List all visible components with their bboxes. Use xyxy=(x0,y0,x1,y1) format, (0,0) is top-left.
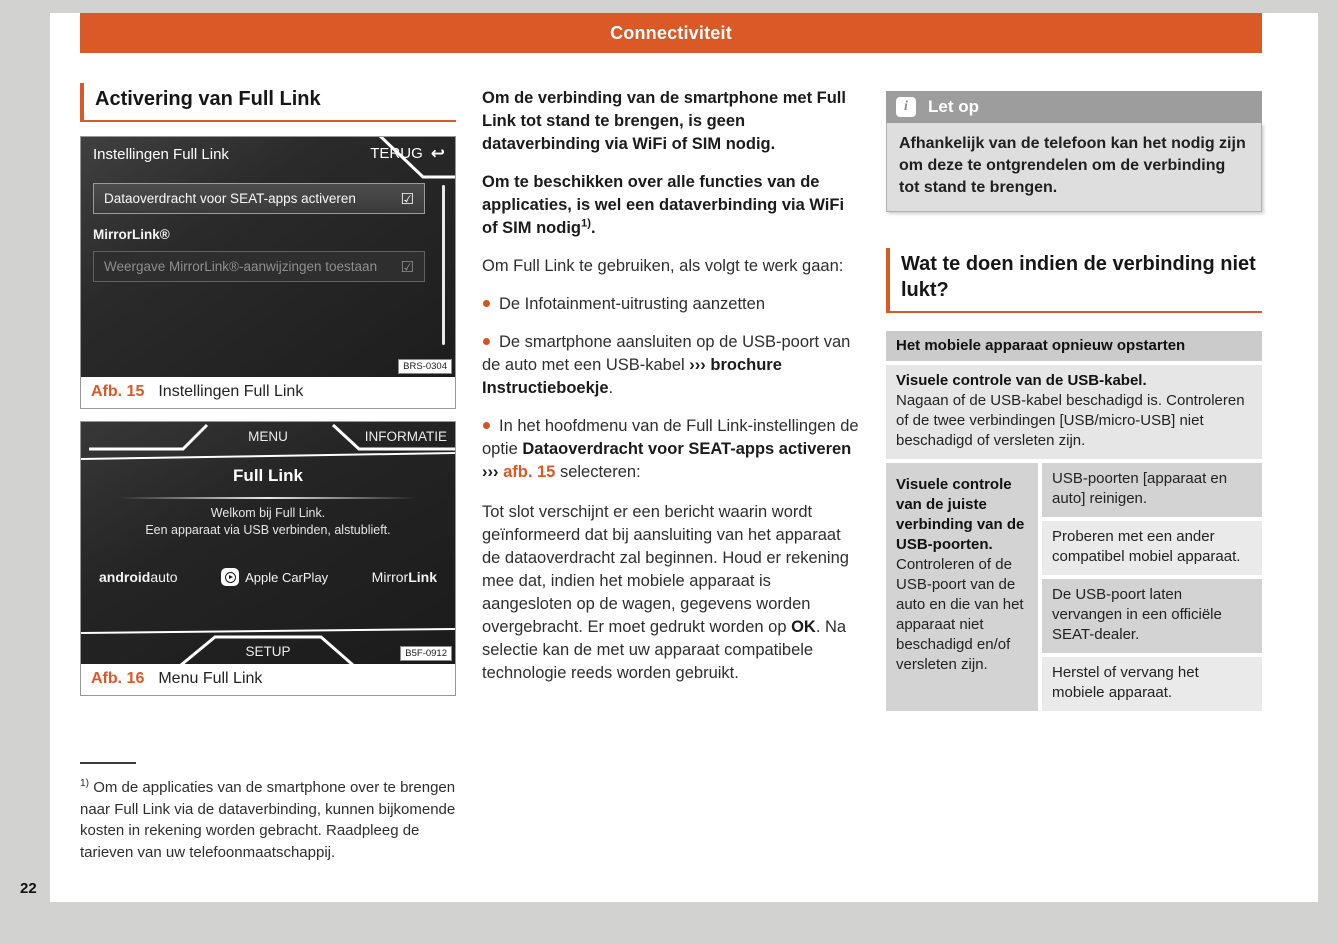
table-cell: De USB-poort laten vervangen in een officiële SEAT-dealer. xyxy=(1042,579,1262,653)
section-heading-activering: Activering van Full Link xyxy=(80,83,456,122)
note-title: Let op xyxy=(928,97,979,116)
section-heading-troubleshoot: Wat te doen indien de verbinding niet lukt? xyxy=(886,248,1262,313)
table-cell: USB-poorten [apparaat en auto] reinigen. xyxy=(1042,463,1262,517)
screen-swoosh-lines xyxy=(81,422,455,664)
note-body: Afhankelijk van de telefoon kan het nodig zijn om deze te ontgrendelen om de verbinding tot stand te brengen. xyxy=(886,123,1262,212)
list-item: In het hoofdmenu van de Full Link-instellingen de optie Dataoverdracht voor SEAT-apps activeren ››› afb. 15 selecteren: xyxy=(482,415,862,484)
note-box xyxy=(886,91,1262,212)
tab-setup: SETUP xyxy=(245,644,291,659)
divider xyxy=(119,497,417,499)
table-row-cable-check: Visuele controle van de USB-kabel. Nagaan of de USB-kabel beschadigd is. Controleren of de twee verbindingen [USB/micro-USB] niet beschadigd of versleten zijn. xyxy=(886,365,1262,459)
left-column xyxy=(80,83,456,863)
troubleshoot-table xyxy=(886,331,1262,711)
return-arrow-icon: ↩ xyxy=(430,144,445,163)
figure-afb16 xyxy=(80,421,456,696)
technology-logos xyxy=(99,568,437,586)
image-code-badge: BRS-0304 xyxy=(398,359,452,374)
caption-label: Afb. 16 xyxy=(91,670,145,687)
figure-caption xyxy=(81,664,455,695)
option-label: Weergave MirrorLink®-aanwijzingen toestaan xyxy=(104,259,378,274)
tab-informatie: INFORMATIE xyxy=(364,429,447,444)
carplay-icon xyxy=(221,568,239,586)
back-button-label: TERUG xyxy=(370,145,423,162)
infotainment-screenshot-menu xyxy=(81,422,455,664)
table-cell-usb-port-check: Visuele controle van de juiste verbinding van de USB-poorten. Controleren of de USB-poort van de auto en die van het apparaat niet beschadigd en/of versleten zijn. xyxy=(886,463,1038,711)
manual-page xyxy=(50,13,1318,902)
chapter-title: Connectiviteit xyxy=(610,23,732,43)
page-number: 22 xyxy=(20,880,37,897)
right-column xyxy=(886,91,1262,711)
carplay-label: Apple CarPlay xyxy=(245,569,329,585)
back-button xyxy=(370,145,445,162)
table-split-section xyxy=(886,463,1262,711)
table-cell: Herstel of vervang het mobiele apparaat. xyxy=(1042,657,1262,711)
paragraph: Om de verbinding van de smartphone met Full Link tot stand te brengen, is geen dataverbinding via WiFi of SIM nodig. xyxy=(482,89,846,153)
footnote-text: $^{1)}$ Om de applicaties van de smartphone over te brengen naar Full Link via de dataverbinding, kunnen bijkomende kosten in rekening worden gebracht. Raadpleeg de tarieven van uw telefoonmaatschappij. xyxy=(80,778,456,861)
caption-label: Afb. 15 xyxy=(91,383,145,400)
image-code-badge: B5F-0912 xyxy=(400,646,452,661)
figure-caption xyxy=(81,377,455,408)
paragraph: Om te beschikken over alle functies van de applicaties, is wel een dataverbinding via WiFi of SIM nodig$^{1)}$. xyxy=(482,173,845,237)
checkbox-checked-icon: ☑ xyxy=(400,190,414,208)
footnote-separator xyxy=(80,762,136,764)
apple-carplay-logo xyxy=(221,568,328,586)
checkbox-checked-icon: ☑ xyxy=(400,258,414,276)
table-row-restart: Het mobiele apparaat opnieuw opstarten xyxy=(886,331,1262,361)
table-right-cells xyxy=(1042,463,1262,711)
note-header xyxy=(886,91,1262,123)
middle-column xyxy=(482,87,862,700)
option-label: Dataoverdracht voor SEAT-apps activeren xyxy=(104,191,356,206)
mirrorlink-section-label: MirrorLink® xyxy=(93,227,170,242)
mirrorlink-logo: MirrorLink xyxy=(371,569,437,585)
screen-title: Instellingen Full Link xyxy=(93,146,229,163)
list-item: De Infotainment-uitrusting aanzetten xyxy=(482,293,862,316)
option-row-weergave xyxy=(93,251,425,282)
infotainment-screenshot-settings xyxy=(81,137,455,377)
caption-text: Menu Full Link xyxy=(158,670,263,687)
list-item: De smartphone aansluiten op de USB-poort van de auto met een USB-kabel ››› brochure Instructieboekje. xyxy=(482,331,862,400)
welcome-line: Welkom bij Full Link. xyxy=(210,506,326,520)
screen-heading: Full Link xyxy=(233,466,303,485)
chapter-header-bar xyxy=(80,13,1262,53)
android-auto-logo: androidauto xyxy=(99,569,178,585)
paragraph: Om Full Link te gebruiken, als volgt te werk gaan: xyxy=(482,257,844,275)
figure-afb15 xyxy=(80,136,456,409)
caption-text: Instellingen Full Link xyxy=(158,383,304,400)
option-row-dataoverdracht xyxy=(93,183,425,214)
scrollbar xyxy=(442,185,445,345)
paragraph: Tot slot verschijnt er een bericht waarin wordt geïnformeerd dat bij aansluiting van het apparaat de dataoverdracht zal beginnen. Houd er rekening mee dat, indien het mobiele apparaat is aangesloten op de wagen, gegevens worden overgebracht. Er moet gedrukt worden op OK. Na selectie kan de met uw apparaat compatibele technologie reeds worden gebruikt. xyxy=(482,503,849,682)
info-icon: i xyxy=(896,97,916,117)
tab-menu: MENU xyxy=(248,429,288,444)
footnote xyxy=(80,762,456,863)
table-cell: Proberen met een ander compatibel mobiel apparaat. xyxy=(1042,521,1262,575)
welcome-line: Een apparaat via USB verbinden, alstublieft. xyxy=(145,523,391,537)
